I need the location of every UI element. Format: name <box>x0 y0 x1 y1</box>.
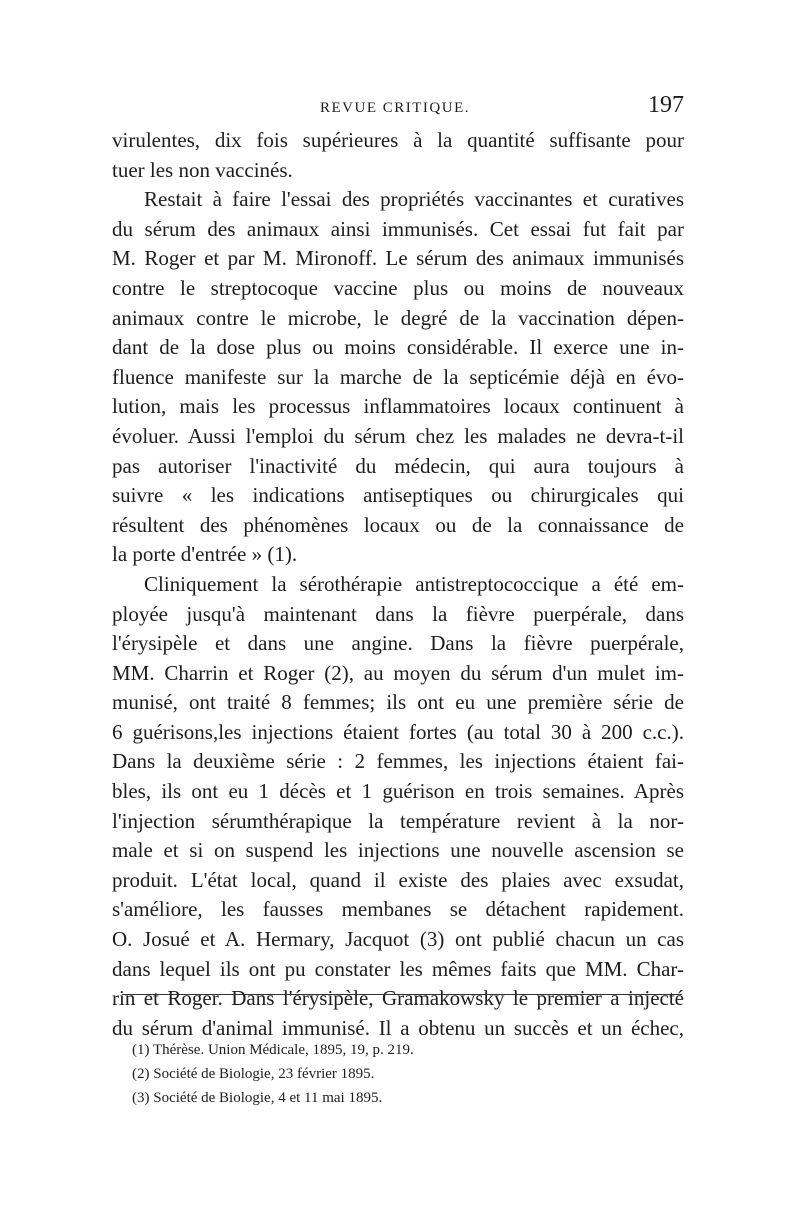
running-title: REVUE CRITIQUE. <box>320 100 470 116</box>
text-line: Restait à faire l'essai des propriétés vaccinantes et curatives <box>144 187 684 212</box>
text-line: 6 guérisons,les injections étaient fortes (au total 30 à 200 c.c.). <box>112 719 684 744</box>
text-line: animaux contre le microbe, le degré de la vaccination dépen- <box>112 305 684 330</box>
text-line: ployée jusqu'à maintenant dans la fièvre puerpérale, dans <box>112 601 684 626</box>
text-line: MM. Charrin et Roger (2), au moyen du sérum d'un mulet im- <box>112 660 684 685</box>
footnotes <box>132 1038 672 1110</box>
text-line: produit. L'état local, quand il existe des plaies avec exsudat, <box>112 867 684 892</box>
text-line: l'injection sérumthérapique la température revient à la nor- <box>112 808 684 833</box>
text-line: dant de la dose plus ou moins considérable. Il exerce une in- <box>112 335 684 360</box>
text-line: évoluer. Aussi l'emploi du sérum chez les malades ne devra-t-il <box>112 423 684 448</box>
text-line: la porte d'entrée » (1). <box>112 542 298 567</box>
text-line: tuer les non vaccinés. <box>112 157 293 182</box>
text-line: résultent des phénomènes locaux ou de la connaissance de <box>112 512 684 537</box>
footnote: (2) Société de Biologie, 23 février 1895. <box>132 1066 375 1082</box>
text-line: M. Roger et par M. Mironoff. Le sérum des animaux immunisés <box>112 246 684 271</box>
body-text <box>112 126 684 1043</box>
text-line: contre le streptocoque vaccine plus ou moins de nouveaux <box>112 275 684 300</box>
footnote-divider <box>122 994 682 995</box>
text-line: male et si on suspend les injections une nouvelle ascension se <box>112 838 684 863</box>
running-header <box>112 92 684 124</box>
text-line: munisé, ont traité 8 femmes; ils ont eu une première série de <box>112 690 684 715</box>
text-line: fluence manifeste sur la marche de la septicémie déjà en évo- <box>112 364 684 389</box>
text-line: dans lequel ils ont pu constater les mêmes faits que MM. Char- <box>112 956 684 981</box>
text-line: pas autoriser l'inactivité du médecin, qui aura toujours à <box>112 453 684 478</box>
text-line: du sérum d'animal immunisé. Il a obtenu un succès et un échec, <box>112 1015 684 1040</box>
footnote: (3) Société de Biologie, 4 et 11 mai 1895. <box>132 1090 383 1106</box>
text-line: bles, ils ont eu 1 décès et 1 guérison en trois semaines. Après <box>112 779 684 804</box>
text-line: l'érysipèle et dans une angine. Dans la fièvre puerpérale, <box>112 631 684 656</box>
text-line: virulentes, dix fois supérieures à la quantité suffisante pour <box>112 128 684 152</box>
text-line: lution, mais les processus inflammatoires locaux continuent à <box>112 394 684 419</box>
text-line: Dans la deuxième série : 2 femmes, les injections étaient fai- <box>112 749 684 774</box>
text-line: suivre « les indications antiseptiques ou chirurgicales qui <box>112 483 684 508</box>
text-line: du sérum des animaux ainsi immunisés. Cet essai fut fait par <box>112 216 684 241</box>
text-line: Cliniquement la sérothérapie antistreptococcique a été em- <box>144 571 684 596</box>
text-line: rin et Roger. Dans l'érysipèle, Gramakowsky le premier a injecté <box>112 986 684 1011</box>
footnote: (1) Thérèse. Union Médicale, 1895, 19, p. 219. <box>132 1042 414 1058</box>
text-line: O. Josué et A. Hermary, Jacquot (3) ont publié chacun un cas <box>112 927 684 952</box>
text-line: s'améliore, les fausses membanes se détachent rapidement. <box>112 897 684 922</box>
page-number: 197 <box>648 92 684 118</box>
